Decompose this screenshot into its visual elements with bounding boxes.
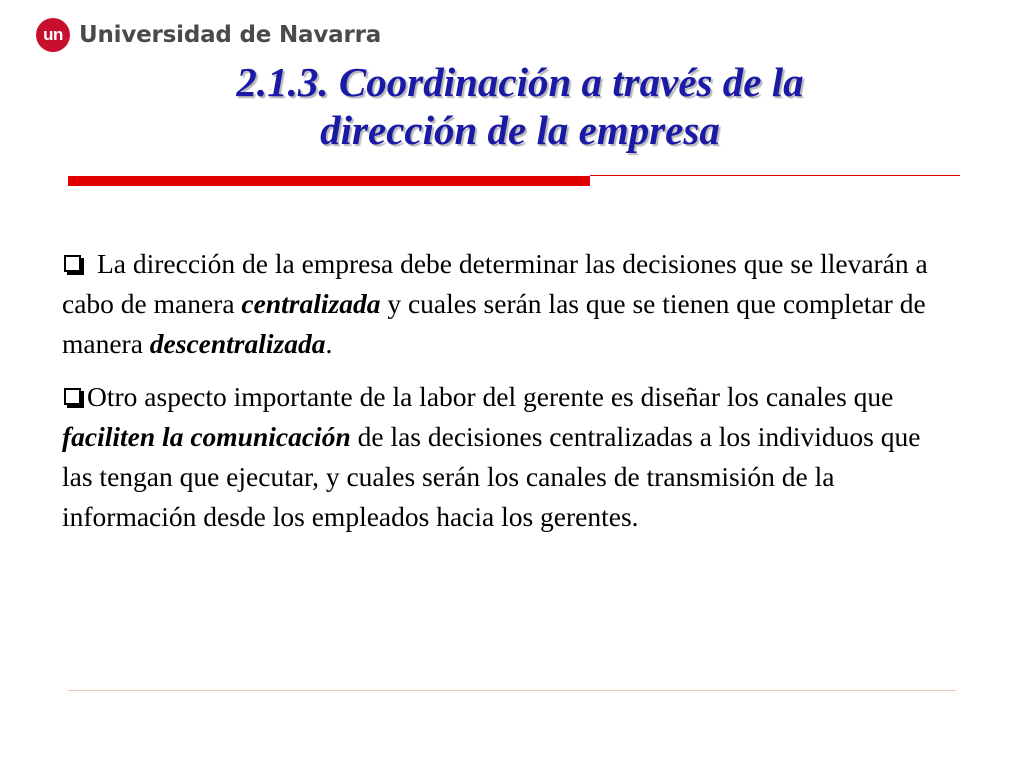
slide-title-line1: 2.1.3. Coordinación a través de la — [236, 59, 804, 105]
university-logo — [36, 17, 381, 53]
bullet-paragraph-2 — [62, 377, 952, 537]
title-underline-thin — [590, 175, 960, 176]
emphasis-text: centralizada — [241, 288, 381, 319]
paragraph-text: y cuales serán las que se tienen que completar de manera — [62, 288, 926, 359]
bullet-paragraph-1 — [62, 244, 952, 364]
slide-title-line2: dirección de la empresa — [320, 107, 720, 153]
checkbox-bullet-icon — [64, 388, 81, 405]
title-underline-thick — [68, 176, 590, 186]
emphasis-text: faciliten la comunicación — [62, 421, 351, 452]
logo-text: Universidad de Navarra — [79, 22, 382, 48]
emphasis-text: descentralizada — [149, 328, 326, 359]
paragraph-text: Otro aspecto importante de la labor del gerente es diseñar los canales que — [87, 381, 894, 412]
logo-badge: un — [36, 18, 70, 52]
paragraph-text: . — [325, 328, 333, 359]
slide-body — [62, 244, 952, 550]
paragraph-text: de las decisiones centralizadas a los individuos que las tengan que ejecutar, y cuales serán los canales de transmisión de la información desde los empleados hacia los gerentes. — [62, 421, 921, 532]
footer-divider — [68, 690, 956, 691]
slide-title — [140, 58, 900, 154]
checkbox-bullet-icon — [64, 255, 81, 272]
paragraph-text: La dirección de la empresa debe determinar las decisiones que se llevarán a cabo de manera — [62, 248, 928, 319]
